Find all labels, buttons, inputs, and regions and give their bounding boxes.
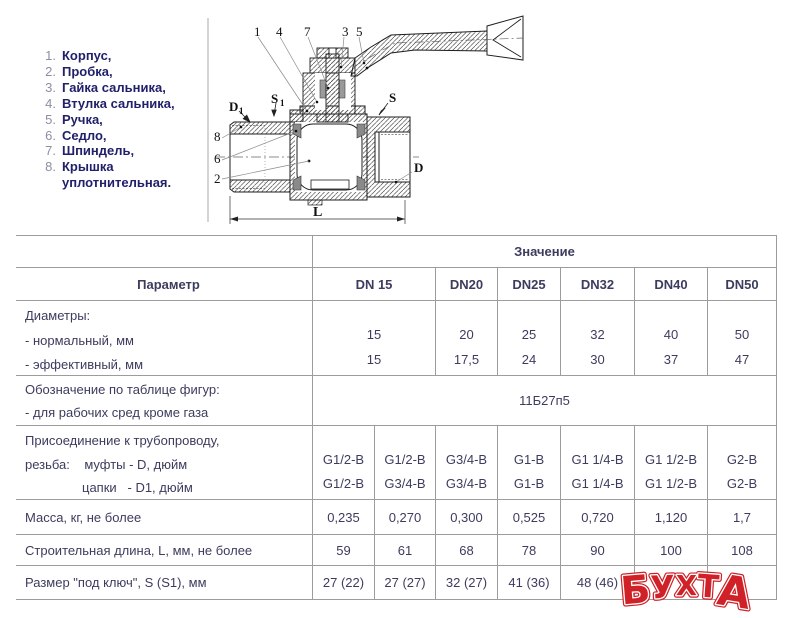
callout-5: 5 xyxy=(356,24,363,39)
table-cell: G1 1/4-B G1 1/4-B xyxy=(560,426,634,500)
row-mass xyxy=(16,500,777,535)
parts-list-number xyxy=(34,175,56,191)
parts-list-number: 5. xyxy=(45,111,56,127)
parts-list-item xyxy=(34,48,175,64)
parts-list-label: Пробка, xyxy=(62,63,113,79)
table-cell: 48 (46) xyxy=(560,566,634,600)
label-d: D xyxy=(414,160,424,175)
param-label: Обозначение по таблице фигур: xyxy=(25,381,220,397)
parts-list-label: Седло, xyxy=(62,127,107,143)
param-cell: Размер "под ключ", S (S1), мм xyxy=(16,566,312,600)
value-header-cell: Значение xyxy=(312,236,777,268)
param-cell xyxy=(16,426,312,500)
parts-list-label: Крышка xyxy=(62,159,114,175)
callout-6: 6 xyxy=(214,151,221,166)
col-dn40: DN40 xyxy=(634,268,707,301)
param-sub: резьба: муфты - D, дюйм xyxy=(25,456,188,472)
table-cell: 1,7 xyxy=(707,500,777,535)
table-cell: 100 xyxy=(634,535,707,566)
param-sub: - эффективный, мм xyxy=(25,357,144,372)
col-dn32: DN32 xyxy=(560,268,634,301)
callout-7: 7 xyxy=(304,24,311,39)
table-cell: G1 1/2-B G1 1/2-B xyxy=(634,426,707,500)
parts-list-item xyxy=(34,96,175,112)
stem-assembly xyxy=(303,48,355,122)
parts-list-item xyxy=(34,175,175,191)
parts-list-item xyxy=(34,64,175,80)
table-cell: 0,300 xyxy=(435,500,497,535)
label-l: L xyxy=(313,205,323,220)
param-sub: - нормальный, мм xyxy=(25,332,134,348)
label-s1-sub: 1 xyxy=(280,98,285,108)
table-cell: 32 30 xyxy=(560,301,634,376)
parts-list-label: Ручка, xyxy=(62,111,103,127)
parts-list-item xyxy=(34,159,175,175)
col-dn50: DN50 xyxy=(707,268,777,301)
col-dn25: DN25 xyxy=(497,268,560,301)
label-d1: D xyxy=(229,99,239,114)
handle xyxy=(351,16,523,76)
table-cell: 0,235 xyxy=(312,500,374,535)
param-label: Присоединение к трубопроводу, xyxy=(25,433,220,448)
table-cell: 108 xyxy=(707,535,777,566)
table-cell: G1/2-B G3/4-B xyxy=(374,426,435,500)
parts-list-label: Корпус, xyxy=(62,48,112,63)
table-cell: 59 xyxy=(312,535,374,566)
empty-cell xyxy=(16,236,312,268)
table-cell: 15 15 xyxy=(312,301,435,376)
parts-list-number: 3. xyxy=(45,79,56,95)
row-diameters xyxy=(16,301,777,376)
row-value-header xyxy=(16,236,777,268)
table-cell: 50 47 xyxy=(707,301,777,376)
table-cell: 27 (22) xyxy=(312,566,374,600)
table-cell: 0,720 xyxy=(560,500,634,535)
param-label: Диаметры: xyxy=(25,308,91,323)
table-cell: 41 (36) xyxy=(497,566,560,600)
table-cell: 40 37 xyxy=(634,301,707,376)
param-sub: цапки - D1, дюйм xyxy=(82,480,193,495)
label-d1-sub: 1 xyxy=(239,106,244,116)
table-cell: 68 xyxy=(435,535,497,566)
parts-list-label: Втулка сальника, xyxy=(62,95,175,111)
callout-3: 3 xyxy=(342,24,349,39)
callout-2: 2 xyxy=(214,171,221,186)
spec-table xyxy=(16,235,777,600)
col-dn20: DN20 xyxy=(435,268,497,301)
table-cell: 25 24 xyxy=(497,301,560,376)
parts-list-label: Гайка сальника, xyxy=(62,79,166,95)
row-designation xyxy=(16,376,777,426)
table-cell: 32 (27) xyxy=(435,566,497,600)
param-cell xyxy=(16,376,312,426)
table-cell: 1,120 xyxy=(634,500,707,535)
param-sub: - для рабочих сред кроме газа xyxy=(25,404,209,420)
valve-section-drawing xyxy=(205,10,525,232)
table-cell: 20 17,5 xyxy=(435,301,497,376)
parts-list-number: 8. xyxy=(45,159,56,175)
parts-list-number: 1. xyxy=(45,48,56,63)
callout-8: 8 xyxy=(214,129,221,144)
parts-list-item xyxy=(34,143,175,159)
designation-value-cell: 11Б27п5 xyxy=(312,376,777,426)
row-column-headers xyxy=(16,268,777,301)
table-cell: 27 (27) xyxy=(374,566,435,600)
parts-list-label: уплотнительная. xyxy=(62,175,172,191)
table-cell: 61 xyxy=(374,535,435,566)
table-cell: 78 xyxy=(497,535,560,566)
table-cell: 0,525 xyxy=(497,500,560,535)
parts-list xyxy=(34,48,175,191)
callout-4: 4 xyxy=(276,24,283,39)
param-cell: Масса, кг, не более xyxy=(16,500,312,535)
right-coupling xyxy=(375,132,410,182)
row-connection xyxy=(16,426,777,500)
callout-1: 1 xyxy=(254,24,261,39)
label-s: S xyxy=(389,90,397,105)
parts-list-item xyxy=(34,112,175,128)
col-dn15: DN 15 xyxy=(312,268,435,301)
parts-list-number: 6. xyxy=(45,127,56,143)
param-header-cell: Параметр xyxy=(16,268,312,301)
table-cell: G1/2-B G1/2-B xyxy=(312,426,374,500)
label-s1: S xyxy=(271,91,279,106)
table-cell: G1-B G1-B xyxy=(497,426,560,500)
parts-list-number: 4. xyxy=(45,95,56,111)
param-cell: Строительная длина, L, мм, не более xyxy=(16,535,312,566)
table-cell: G3/4-B G3/4-B xyxy=(435,426,497,500)
parts-list-number: 2. xyxy=(45,63,56,79)
parts-list-item xyxy=(34,80,175,96)
table-cell: G2-B G2-B xyxy=(707,426,777,500)
parts-list-number: 7. xyxy=(45,143,56,159)
table-cell: 90 xyxy=(560,535,634,566)
parts-list-item xyxy=(34,128,175,144)
table-cell: 0,270 xyxy=(374,500,435,535)
parts-list-label: Шпиндель, xyxy=(62,143,135,159)
ball xyxy=(293,122,365,192)
watermark-logo xyxy=(619,551,751,615)
param-cell xyxy=(16,301,312,376)
